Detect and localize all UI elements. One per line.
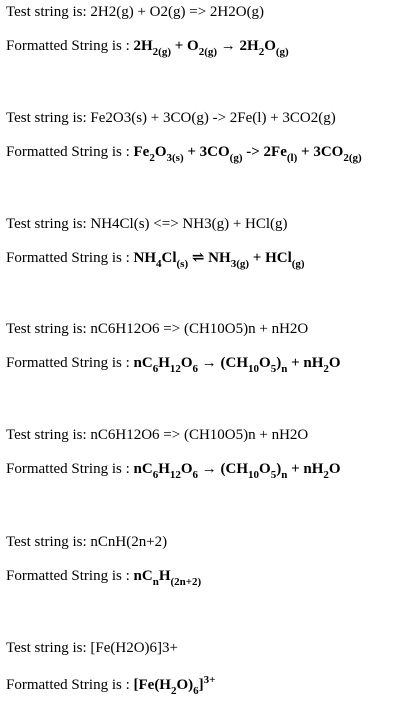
test-value: [Fe(H2O)6]3+ xyxy=(90,640,178,656)
formula-text: [Fe(H xyxy=(133,677,171,693)
formatted-value xyxy=(133,144,362,164)
entry-7 xyxy=(6,638,406,695)
formula-subscript: (s) xyxy=(176,258,189,270)
formula-subscript: 6 xyxy=(152,469,159,481)
formula-text: ] xyxy=(198,677,204,693)
formula-subscript: 5 xyxy=(270,363,277,375)
formula-text: ⇌ NH xyxy=(188,250,231,266)
formula-subscript: 6 xyxy=(152,363,159,375)
formula-text: O xyxy=(180,355,193,371)
formula-subscript: 2(g) xyxy=(152,46,171,58)
formula-text: O xyxy=(154,144,167,160)
formula-subscript: 2(g) xyxy=(198,46,218,58)
formatted-value xyxy=(133,250,305,270)
formula-subscript: 2(g) xyxy=(343,152,362,164)
entry-3 xyxy=(6,214,406,268)
formula-text: H xyxy=(158,355,170,371)
formatted-string-line xyxy=(6,142,406,162)
formula-text: Fe xyxy=(133,144,150,160)
entry-5 xyxy=(6,425,406,479)
formatted-string-line xyxy=(6,248,406,268)
test-label: Test string is: xyxy=(6,534,91,550)
formula-subscript: 6 xyxy=(193,685,199,697)
formula-subscript: 2 xyxy=(323,469,329,481)
formula-subscript: 3(s) xyxy=(166,152,184,164)
test-value: NH4Cl(s) <=> NH3(g) + HCl(g) xyxy=(90,216,288,232)
test-label: Test string is: xyxy=(6,110,91,126)
formula-text: -> 2Fe xyxy=(242,144,287,160)
test-string-line xyxy=(6,638,406,658)
formula-text: + 3CO xyxy=(183,144,230,160)
test-value: nC6H12O6 => (CH10O5)n + nH2O xyxy=(90,321,309,337)
formula-subscript: 4 xyxy=(156,258,162,270)
test-label: Test string is: xyxy=(6,216,91,232)
formula-subscript: n xyxy=(281,469,288,481)
test-string-line xyxy=(6,214,406,234)
formula-subscript: 12 xyxy=(169,363,181,375)
test-label: Test string is: xyxy=(6,427,91,443)
test-value: 2H2(g) + O2(g) => 2H2O(g) xyxy=(90,4,265,20)
formatted-value xyxy=(133,355,341,375)
formula-text: O) xyxy=(176,677,194,693)
formula-text: + 3CO xyxy=(297,144,344,160)
formatted-string-line xyxy=(6,353,406,373)
formatted-label: Formatted String is : xyxy=(6,38,134,54)
test-string-line xyxy=(6,319,406,339)
formula-subscript: n xyxy=(152,576,159,588)
formula-text: → (CH xyxy=(198,461,249,477)
formatted-value xyxy=(133,461,341,481)
test-string-line xyxy=(6,532,406,552)
formula-text: Cl xyxy=(161,250,177,266)
formatted-label: Formatted String is : xyxy=(6,677,134,693)
formula-subscript: 2 xyxy=(258,46,265,58)
formula-text: + nH xyxy=(287,461,324,477)
formula-text: O xyxy=(259,355,271,371)
formatted-label: Formatted String is : xyxy=(6,461,134,477)
formula-text: O xyxy=(328,461,341,477)
formula-subscript: (g) xyxy=(275,46,289,58)
formula-subscript: 2 xyxy=(149,152,155,164)
formatted-label: Formatted String is : xyxy=(6,250,134,266)
formatted-string-line xyxy=(6,459,406,479)
test-string-line xyxy=(6,425,406,445)
formula-subscript: 10 xyxy=(248,469,260,481)
formula-text: + HCl xyxy=(249,250,292,266)
formula-subscript: 5 xyxy=(270,469,277,481)
formula-subscript: (l) xyxy=(286,152,298,164)
test-value: Fe2O3(s) + 3CO(g) -> 2Fe(l) + 3CO2(g) xyxy=(90,110,336,126)
formatted-string-line xyxy=(6,675,406,695)
test-value: nCnH(2n+2) xyxy=(90,534,168,550)
formula-text: + O xyxy=(171,38,199,54)
formula-subscript: 10 xyxy=(248,363,260,375)
test-string-line xyxy=(6,2,406,22)
formula-text: ) xyxy=(276,461,282,477)
formatted-label: Formatted String is : xyxy=(6,144,134,160)
formula-text: + nH xyxy=(287,355,324,371)
formula-subscript: 3(g) xyxy=(230,258,250,270)
formula-superscript: 3+ xyxy=(203,674,216,686)
entry-1 xyxy=(6,2,406,56)
formula-subscript: (2n+2) xyxy=(170,576,202,588)
formula-text: O xyxy=(180,461,193,477)
test-label: Test string is: xyxy=(6,321,91,337)
formula-text: nC xyxy=(133,568,153,584)
formula-text: O xyxy=(259,461,271,477)
formatted-value xyxy=(133,674,216,697)
formula-text: → 2H xyxy=(217,38,259,54)
formula-text: nC xyxy=(133,355,153,371)
formula-text: O xyxy=(328,355,341,371)
formula-subscript: 2 xyxy=(170,685,177,697)
entry-6 xyxy=(6,532,406,586)
formula-text: nC xyxy=(133,461,153,477)
formula-text: → (CH xyxy=(198,355,249,371)
entry-4 xyxy=(6,319,406,373)
test-label: Test string is: xyxy=(6,640,91,656)
formula-subscript: 6 xyxy=(192,469,199,481)
formula-text: H xyxy=(158,461,170,477)
formatted-value xyxy=(133,38,289,58)
formula-subscript: 12 xyxy=(169,469,181,481)
test-label: Test string is: xyxy=(6,4,91,20)
formula-text: O xyxy=(264,38,276,54)
formula-subscript: 2 xyxy=(323,363,329,375)
test-value: nC6H12O6 => (CH10O5)n + nH2O xyxy=(90,427,309,443)
formula-subscript: (g) xyxy=(291,258,305,270)
formatted-label: Formatted String is : xyxy=(6,568,134,584)
formula-text: H xyxy=(158,568,171,584)
formula-subscript: 6 xyxy=(192,363,199,375)
test-string-line xyxy=(6,108,406,128)
entry-2 xyxy=(6,108,406,162)
formatted-value xyxy=(133,568,202,588)
formatted-string-line xyxy=(6,36,406,56)
formula-text: 2H xyxy=(133,38,153,54)
formula-subscript: (g) xyxy=(229,152,243,164)
formula-text: ) xyxy=(276,355,282,371)
formatted-label: Formatted String is : xyxy=(6,355,134,371)
formula-text: NH xyxy=(133,250,156,266)
formatted-string-line xyxy=(6,566,406,586)
formula-subscript: n xyxy=(281,363,288,375)
